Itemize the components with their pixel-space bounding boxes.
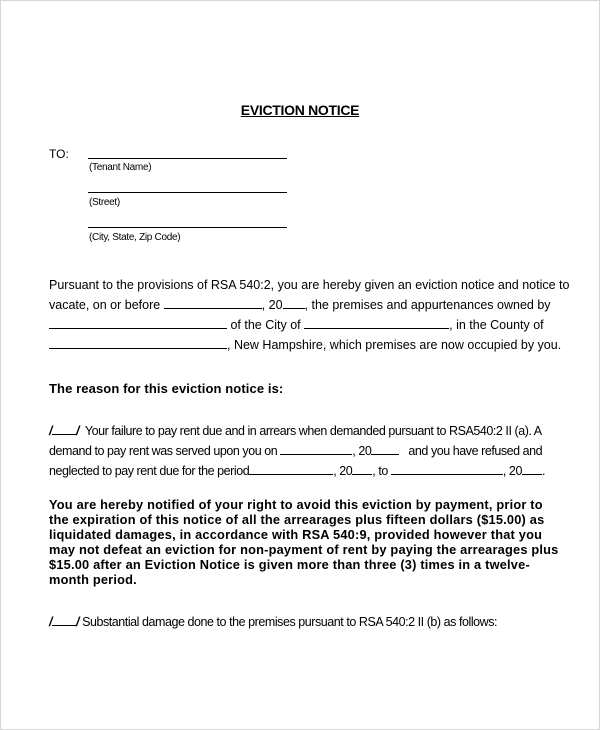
reason-a-text: , 20	[352, 444, 372, 458]
intro-line-2	[49, 295, 569, 315]
intro-line-1: Pursuant to the provisions of RSA 540:2, you are hereby given an eviction notice and notice to	[49, 278, 570, 292]
reason-nonpayment	[49, 421, 545, 481]
reason-a-text: neglected to pay rent due for the period	[49, 464, 250, 478]
vacate-year-field[interactable]	[283, 296, 305, 309]
payment-rights-notice	[49, 497, 569, 587]
reason-a-text: Your failure to pay rent due and in arrears when demanded pursuant to RSA540:2 II (a). A	[84, 424, 542, 438]
city-state-zip-field[interactable]	[88, 227, 287, 228]
checkbox-bracket: /	[76, 615, 80, 629]
notice-line: may not defeat an eviction for non-payment of rent by paying the arrearages plus	[49, 542, 559, 557]
notice-line: liquidated damages, in accordance with RSA 540:9, provided however that you	[49, 527, 543, 542]
reason-nonpayment-checkbox[interactable]	[52, 422, 76, 435]
reason-a-text: , 20	[502, 464, 522, 478]
intro-line-4	[49, 335, 569, 355]
period-start-field[interactable]	[249, 462, 333, 475]
city-field[interactable]	[304, 316, 449, 329]
period-start-year-field[interactable]	[352, 462, 372, 475]
intro-text: of the City of	[230, 318, 301, 332]
owner-field[interactable]	[49, 316, 227, 329]
notice-line: You are hereby notified of your right to avoid this eviction by payment, prior to	[49, 497, 543, 512]
intro-text: , New Hampshire, which premises are now occupied by you.	[227, 338, 562, 352]
tenant-name-field[interactable]	[88, 158, 287, 159]
reason-a-line-2	[49, 441, 545, 461]
intro-text: vacate, on or before	[49, 298, 161, 312]
demand-year-field[interactable]	[371, 442, 399, 455]
street-field[interactable]	[88, 192, 287, 193]
intro-text: , 20	[261, 298, 283, 312]
checkbox-bracket: /	[49, 615, 53, 629]
intro-text: , in the County of	[449, 318, 544, 332]
to-label: TO:	[49, 147, 69, 161]
street-caption: (Street)	[89, 197, 120, 208]
period-end-year-field[interactable]	[522, 462, 542, 475]
checkbox-bracket: /	[49, 424, 53, 438]
reason-a-text: and you have refused and	[408, 444, 543, 458]
reason-damage-checkbox[interactable]	[52, 613, 76, 626]
reason-a-text: demand to pay rent was served upon you on	[49, 444, 278, 458]
city-state-zip-caption: (City, State, Zip Code)	[89, 232, 181, 243]
vacate-date-field[interactable]	[164, 296, 262, 309]
reason-a-line-1	[49, 421, 545, 441]
checkbox-bracket: /	[76, 424, 80, 438]
reason-a-text: .	[541, 464, 545, 478]
county-field[interactable]	[49, 336, 227, 349]
period-end-field[interactable]	[391, 462, 503, 475]
intro-paragraph	[49, 275, 569, 355]
reason-a-text: , 20	[333, 464, 353, 478]
notice-line: month period.	[49, 572, 137, 587]
demand-date-field[interactable]	[280, 442, 352, 455]
reason-b-text: Substantial damage done to the premises pursuant to RSA 540:2 II (b) as follows:	[82, 615, 498, 629]
reason-a-text: , to	[372, 464, 388, 478]
reason-heading: The reason for this eviction notice is:	[49, 381, 284, 396]
reason-damage	[49, 612, 497, 632]
document-title: EVICTION NOTICE	[240, 102, 360, 118]
notice-line: the expiration of this notice of all the arrearages plus fifteen dollars ($15.00) as	[49, 512, 545, 527]
intro-line-3	[49, 315, 569, 335]
tenant-name-caption: (Tenant Name)	[89, 162, 152, 173]
intro-text: , the premises and appurtenances owned by	[304, 298, 551, 312]
reason-a-line-3	[49, 461, 545, 481]
notice-line: $15.00 after an Eviction Notice is given more than three (3) times in a twelve-	[49, 557, 530, 572]
